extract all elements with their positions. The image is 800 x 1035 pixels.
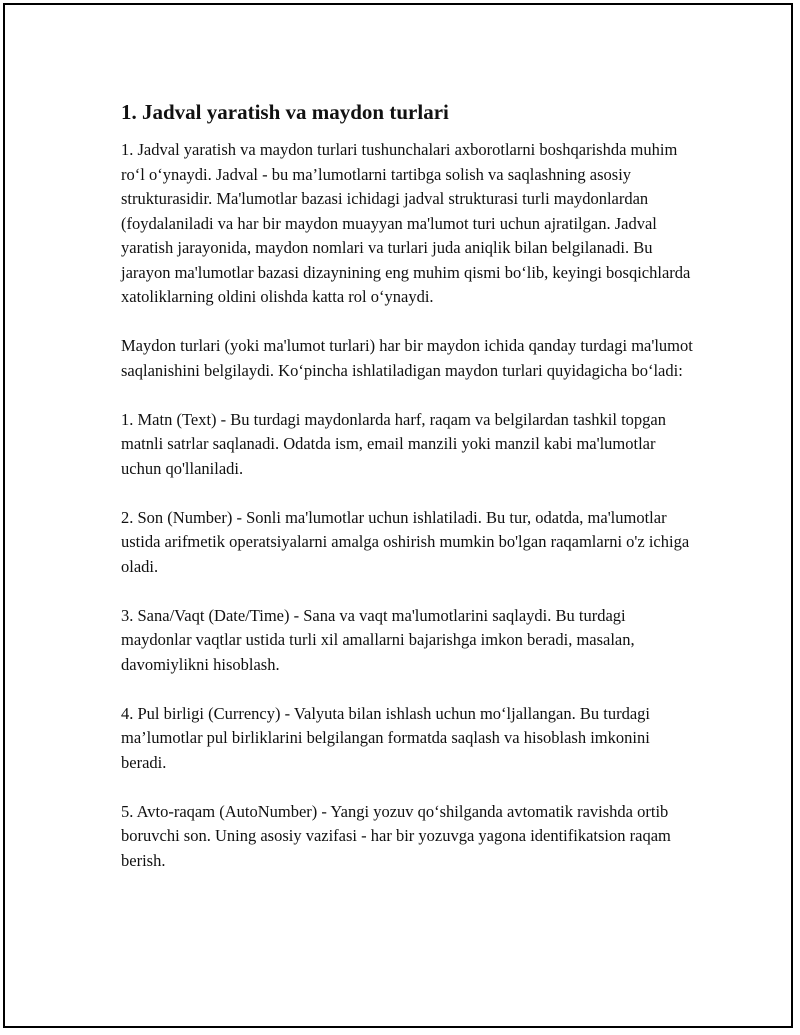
document-body bbox=[121, 97, 693, 898]
page-frame bbox=[3, 3, 793, 1028]
list-item-autonumber: 5. Avto-raqam (AutoNumber) - Yangi yozuv qoʻshilganda avtomatik ravishda ortib boruvchi son. Uning asosiy vazifasi - har bir yozuvga yagona identifikatsion raqam berish. bbox=[121, 801, 671, 870]
list-item-text: 1. Matn (Text) - Bu turdagi maydonlarda harf, raqam va belgilardan tashkil topgan matnli satrlar saqlanadi. Odatda ism, email manzili yoki manzil kabi ma'lumotlar uchun qo'llaniladi. bbox=[121, 409, 667, 478]
list-item-datetime: 3. Sana/Vaqt (Date/Time) - Sana va vaqt ma'lumotlarini saqlaydi. Bu turdagi maydonlar vaqtlar ustida turli xil amallarni bajarishga imkon beradi, masalan, davomiylikni hisoblash. bbox=[121, 605, 635, 674]
document-title: 1. Jadval yaratish va maydon turlari bbox=[121, 100, 449, 124]
paragraph-field-types: Maydon turlari (yoki ma'lumot turlari) har bir maydon ichida qanday turdagi ma'lumot saqlanishini belgilaydi. Koʻpincha ishlatiladigan maydon turlari quyidagicha boʻladi: bbox=[121, 336, 693, 380]
list-item-number: 2. Son (Number) - Sonli ma'lumotlar uchun ishlatiladi. Bu tur, odatda, ma'lumotlar ustida arifmetik operatsiyalarni amalga oshirish mumkin bo'lgan raqamlarni o'z ichiga oladi. bbox=[121, 507, 690, 576]
paragraph-intro: 1. Jadval yaratish va maydon turlari tushunchalari axborotlarni boshqarishda muhim roʻl oʻynaydi. Jadval - bu ma’lumotlarni tartibga solish va saqlashning asosiy strukturasidir. Ma'lumotlar bazasi ichidagi jadval strukturasi turli maydonlardan (foydalaniladi va har bir maydon muayyan ma'lumot turi uchun ajratilgan. Jadval yaratish jarayonida, maydon nomlari va turlari juda aniqlik bilan belgilanadi. Bu jarayon ma'lumotlar bazasi dizaynining eng muhim qismi boʻlib, keyingi bosqichlarda xatoliklarning oldini olishda katta rol oʻynaydi. bbox=[121, 140, 691, 306]
list-item-currency: 4. Pul birligi (Currency) - Valyuta bilan ishlash uchun moʻljallangan. Bu turdagi ma’lumotlar pul birliklarini belgilangan formatda saqlash va hisoblash imkonini beradi. bbox=[121, 703, 650, 772]
